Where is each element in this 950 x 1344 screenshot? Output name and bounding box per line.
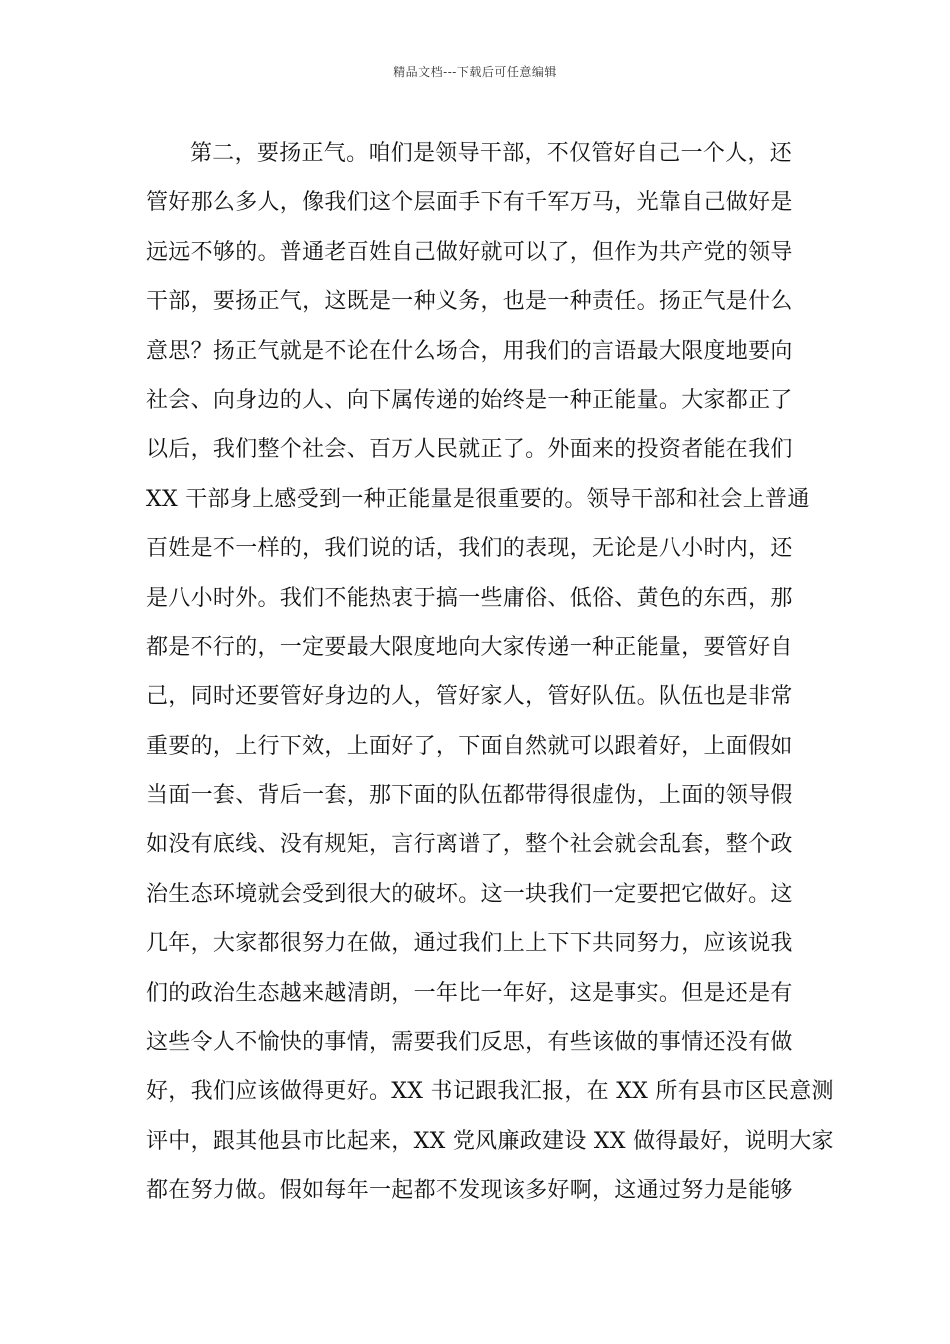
text-line: 好，我们应该做得更好。XX 书记跟我汇报，在 XX 所有县市区民意测: [146, 1079, 834, 1105]
text-line: 以后，我们整个社会、百万人民就正了。外面来的投资者能在我们: [146, 437, 793, 463]
text-line: 当面一套、背后一套，那下面的队伍都带得很虚伪，上面的领导假: [146, 783, 793, 809]
text-line: 意思？扬正气就是不论在什么场合，用我们的言语最大限度地要向: [146, 338, 793, 364]
text-line: 如没有底线、没有规矩，言行离谱了，整个社会就会乱套，整个政: [146, 832, 793, 858]
text-line: 是八小时外。我们不能热衷于搞一些庸俗、低俗、黄色的东西，那: [146, 585, 793, 611]
text-line: 都是不行的，一定要最大限度地向大家传递一种正能量，要管好自: [146, 634, 793, 660]
document-body: [146, 129, 834, 1216]
text-line: 管好那么多人，像我们这个层面手下有千军万马，光靠自己做好是: [146, 190, 793, 216]
text-line: 重要的，上行下效，上面好了，下面自然就可以跟着好，上面假如: [146, 733, 793, 759]
text-line: 干部，要扬正气，这既是一种义务，也是一种责任。扬正气是什么: [146, 289, 793, 315]
text-line: 远远不够的。普通老百姓自己做好就可以了，但作为共产党的领导: [146, 239, 793, 265]
text-line: 治生态环境就会受到很大的破坏。这一块我们一定要把它做好。这: [146, 881, 793, 907]
page-header: 精品文档---下载后可任意编辑: [393, 65, 557, 79]
text-line: 这些令人不愉快的事情，需要我们反思，有些该做的事情还没有做: [146, 1030, 793, 1056]
text-line: 们的政治生态越来越清朗，一年比一年好，这是事实。但是还是有: [146, 980, 793, 1006]
text-line: 百姓是不一样的，我们说的话，我们的表现，无论是八小时内，还: [146, 536, 793, 562]
text-line: 几年，大家都很努力在做，通过我们上上下下共同努力，应该说我: [146, 931, 793, 957]
text-line: 都在努力做。假如每年一起都不发现该多好啊，这通过努力是能够: [146, 1178, 793, 1204]
text-line: 己，同时还要管好身边的人，管好家人，管好队伍。队伍也是非常: [146, 684, 793, 710]
text-line: 评中，跟其他县市比起来，XX 党风廉政建设 XX 做得最好，说明大家: [146, 1128, 834, 1154]
text-line: 第二，要扬正气。咱们是领导干部，不仅管好自己一个人，还: [190, 141, 793, 166]
text-line: XX 干部身上感受到一种正能量是很重要的。领导干部和社会上普通: [146, 486, 810, 512]
text-line: 社会、向身边的人、向下属传递的始终是一种正能量。大家都正了: [146, 387, 793, 413]
